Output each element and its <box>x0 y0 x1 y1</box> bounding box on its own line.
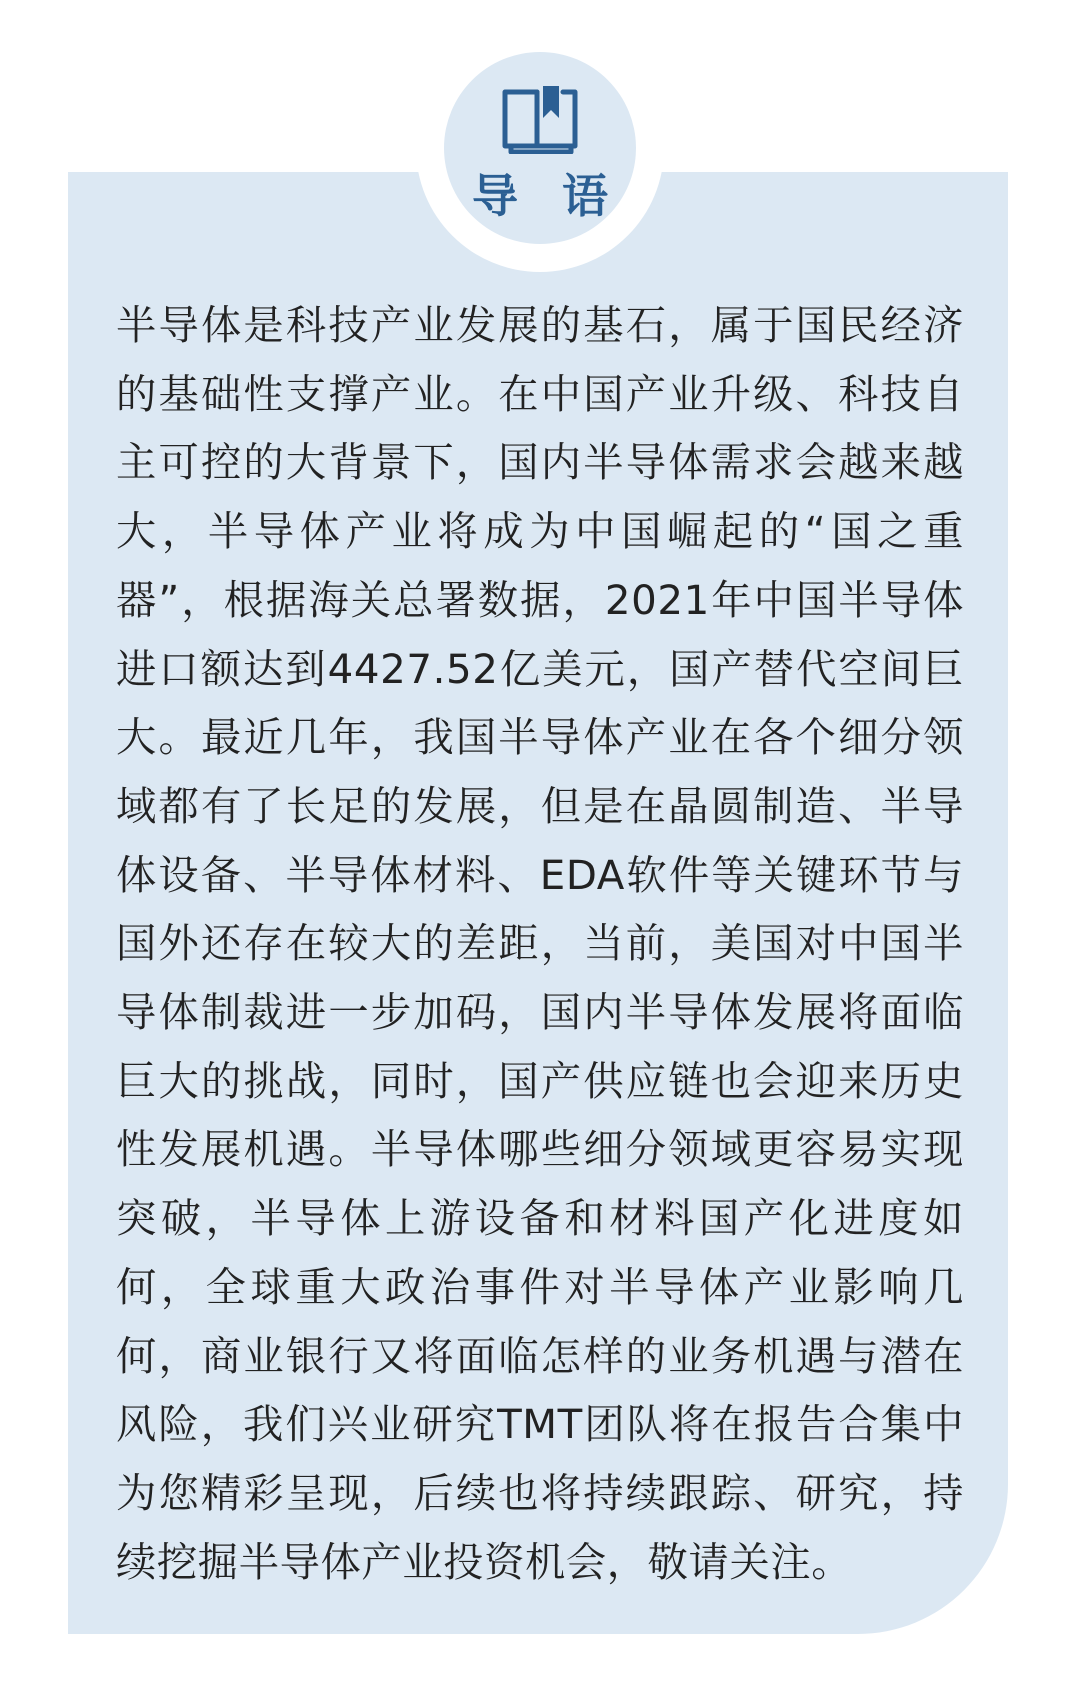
open-book-bookmark-icon <box>499 82 583 154</box>
section-title: 导 语 <box>471 169 622 223</box>
intro-paragraph: 半导体是科技产业发展的基石，属于国民经济的基础性支撑产业。在中国产业升级、科技自主可控的大背景下，国内半导体需求会越来越大，半导体产业将成为中国崛起的“国之重器”，根据海关总署数据，2021年中国半导体进口额达到4427.52亿美元，国产替代空间巨大。最近几年，我国半导体产业在各个细分领域都有了长足的发展，但是在晶圆制造、半导体设备、半导体材料、EDA软件等关键环节与国外还存在较大的差距，当前，美国对中国半导体制裁进一步加码，国内半导体发展将面临巨大的挑战，同时，国产供应链也会迎来历史性发展机遇。半导体哪些细分领域更容易实现突破，半导体上游设备和材料国产化进度如何，全球重大政治事件对半导体产业影响几何，商业银行又将面临怎样的业务机遇与潜在风险，我们兴业研究TMT团队将在报告合集中为您精彩呈现，后续也将持续跟踪、研究，持续挖掘半导体产业投资机会，敬请关注。 <box>116 302 964 1586</box>
